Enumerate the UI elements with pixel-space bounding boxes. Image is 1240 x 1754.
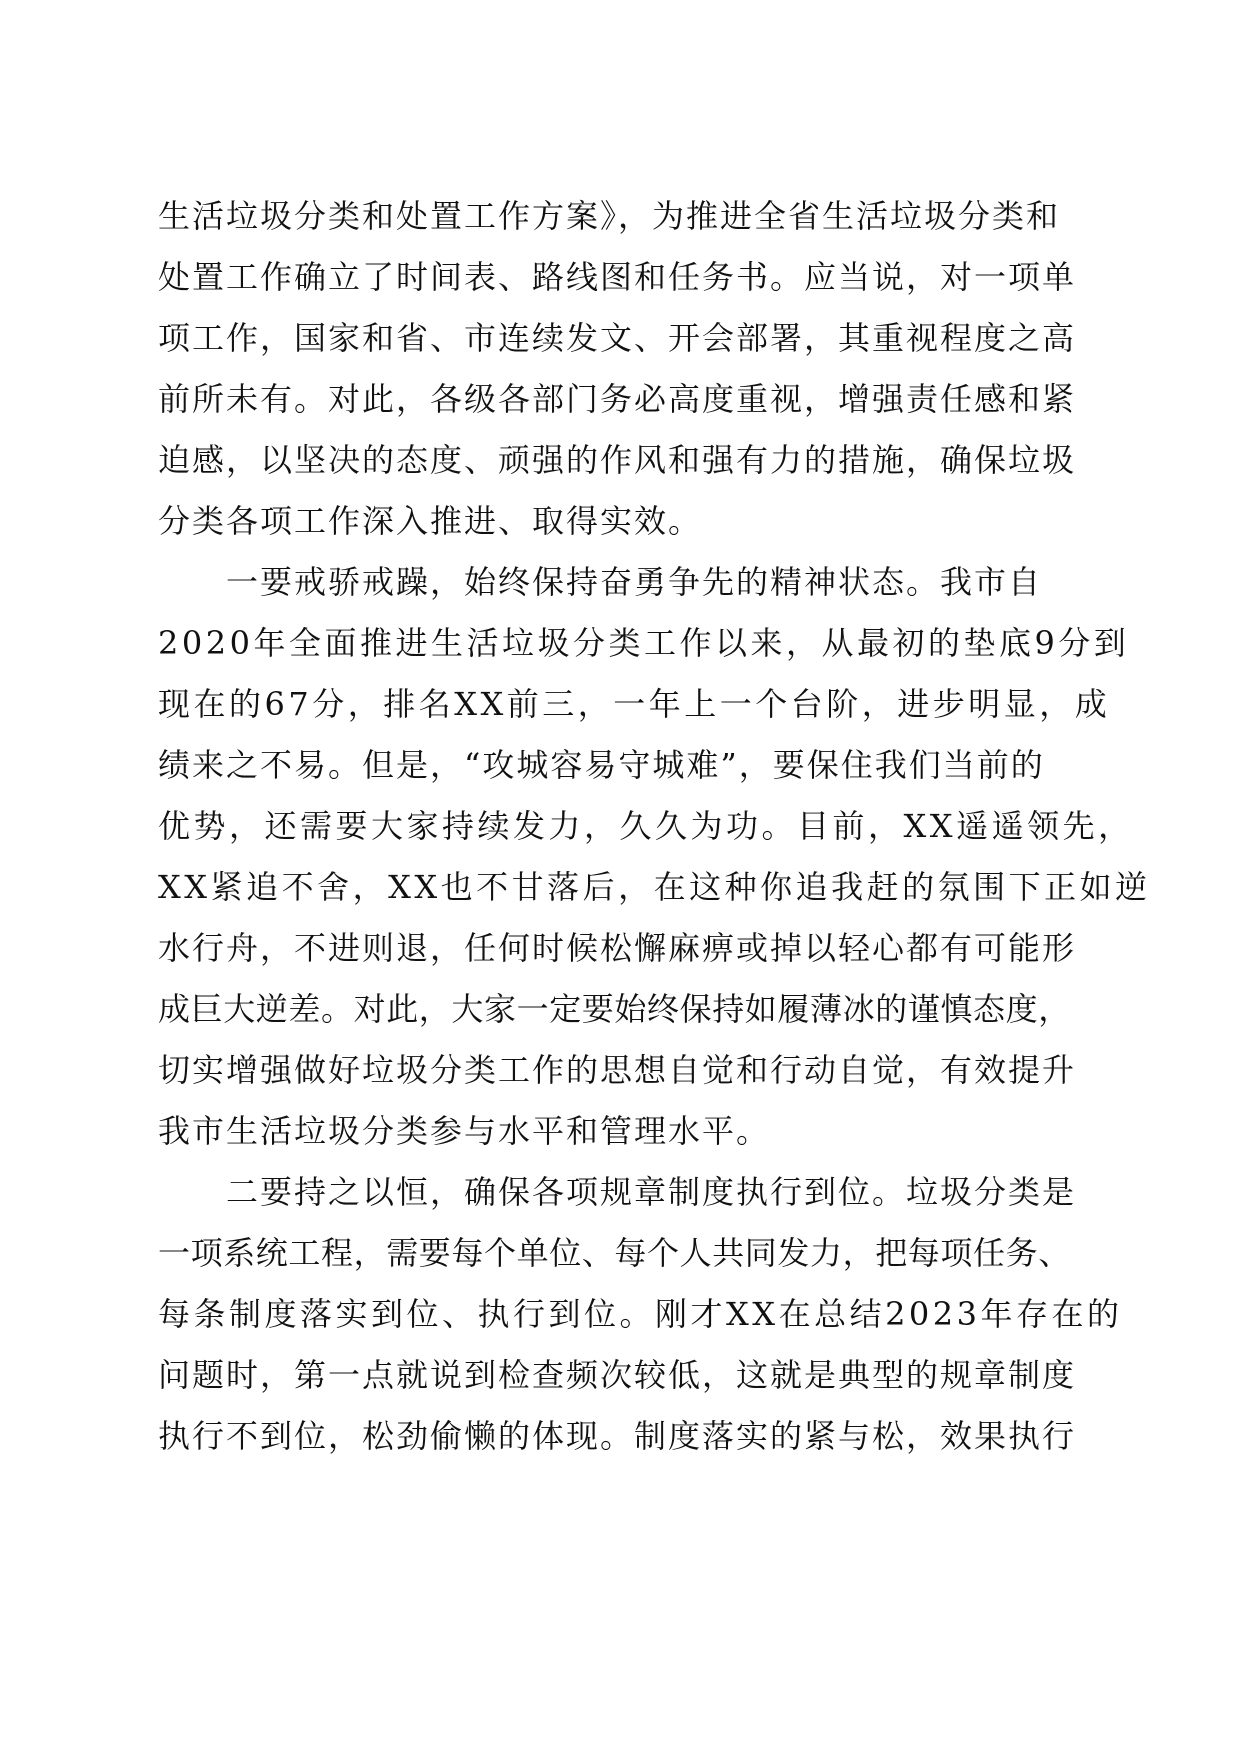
paragraph-2-first-line: 一要戒骄戒躁，始终保持奋勇争先的精神状态。我市自 (226, 563, 1043, 601)
text-line-19: 每条制度落实到位、执行到位。刚才XX在总结2023年存在的 (158, 1295, 1123, 1333)
text-line-8: 2020年全面推进生活垃圾分类工作以来，从最初的垫底9分到 (158, 624, 1130, 662)
text-line-10: 绩来之不易。但是，“攻城容易守城难”，要保住我们当前的 (158, 746, 1045, 784)
text-line-12: XX紧追不舍，XX也不甘落后，在这种你追我赶的氛围下正如逆 (158, 868, 1151, 906)
text-line-6: 分类各项工作深入推进、取得实效。 (158, 502, 703, 540)
text-line-20: 问题时，第一点就说到检查频次较低，这就是典型的规章制度 (158, 1356, 1077, 1394)
text-line-11: 优势，还需要大家持续发力，久久为功。目前，XX遥遥领先， (158, 807, 1134, 845)
text-line-9: 现在的67分，排名XX前三，一年上一个台阶，进步明显，成 (158, 685, 1111, 723)
text-line-2: 处置工作确立了时间表、路线图和任务书。应当说，对一项单 (158, 258, 1077, 296)
text-line-13: 水行舟，不进则退，任何时候松懈麻痹或掉以轻心都有可能形 (158, 929, 1077, 967)
text-line-18: 一项系统工程，需要每个单位、每个人共同发力，把每项任务、 (158, 1234, 1071, 1272)
text-line-16: 我市生活垃圾分类参与水平和管理水平。 (158, 1112, 771, 1150)
text-line-5: 迫感，以坚决的态度、顽强的作风和强有力的措施，确保垃圾 (158, 441, 1077, 479)
text-line-4: 前所未有。对此，各级各部门务必高度重视，增强责任感和紧 (158, 380, 1077, 418)
text-line-14: 成巨大逆差。对此，大家一定要始终保持如履薄冰的谨慎态度， (158, 990, 1071, 1028)
body-text (158, 186, 1151, 1467)
paragraph-3-first-line: 二要持之以恒，确保各项规章制度执行到位。垃圾分类是 (226, 1173, 1077, 1211)
text-line-3: 项工作，国家和省、市连续发文、开会部署，其重视程度之高 (158, 319, 1077, 357)
text-line-1: 生活垃圾分类和处置工作方案》，为推进全省生活垃圾分类和 (158, 197, 1061, 235)
text-line-15: 切实增强做好垃圾分类工作的思想自觉和行动自觉，有效提升 (158, 1051, 1077, 1089)
text-line-21: 执行不到位，松劲偷懒的体现。制度落实的紧与松，效果执行 (158, 1417, 1077, 1455)
